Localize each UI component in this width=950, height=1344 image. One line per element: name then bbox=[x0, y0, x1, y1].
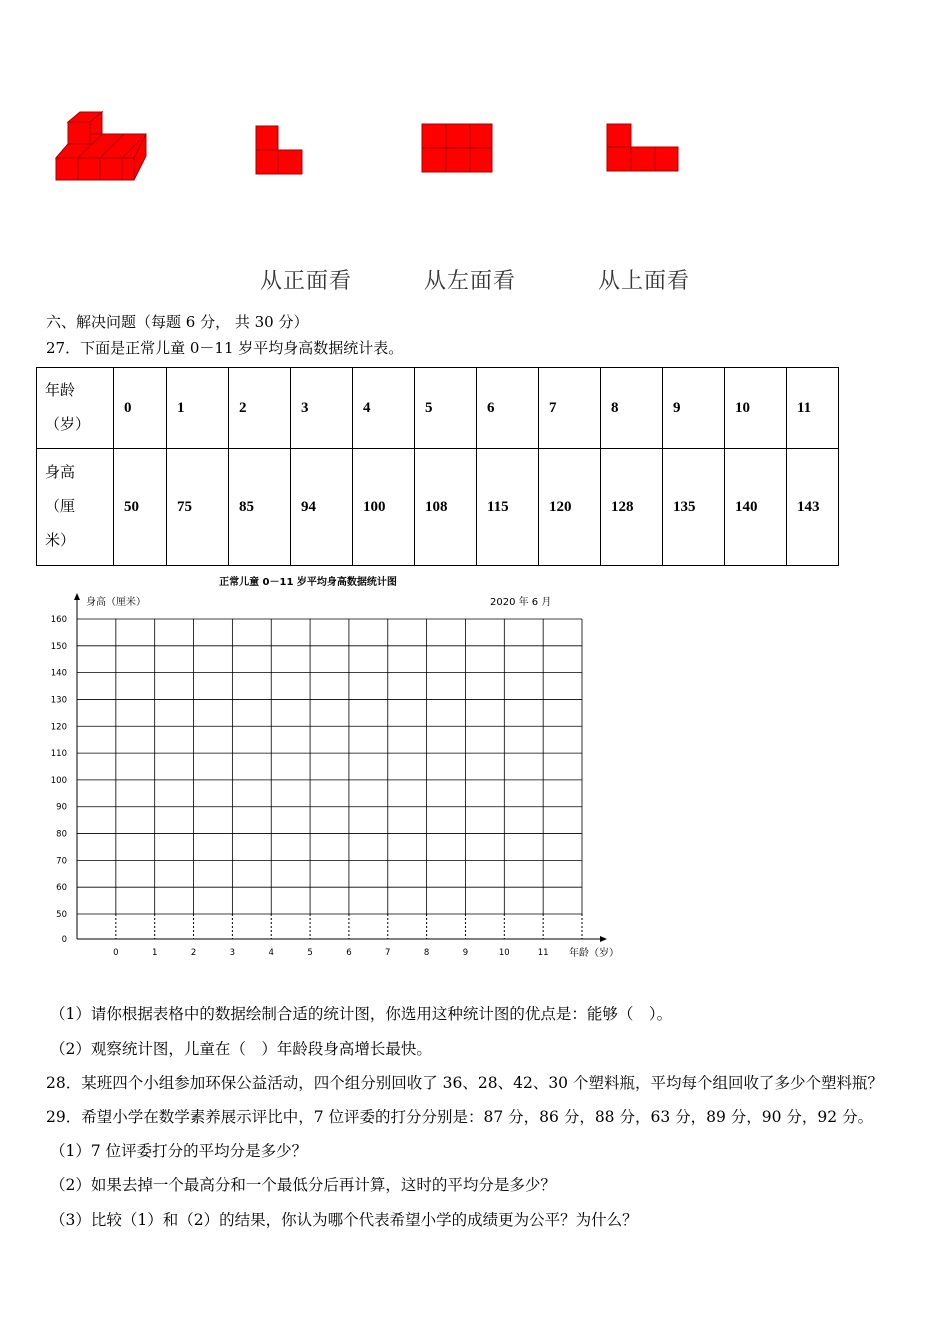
y-tick-label: 110 bbox=[50, 749, 67, 760]
x-tick-label: 0 bbox=[113, 948, 119, 958]
chart-ticks bbox=[51, 615, 549, 958]
x-tick-label: 7 bbox=[385, 948, 391, 958]
age-cell: 6 bbox=[477, 368, 539, 449]
y-tick-label: 150 bbox=[50, 641, 67, 652]
x-tick-label: 1 bbox=[151, 948, 158, 958]
height-chart bbox=[40, 570, 640, 970]
age-cell: 7 bbox=[539, 368, 601, 449]
y-tick-label: 140 bbox=[50, 668, 67, 679]
question-29-part-3: （3）比较（1）和（2）的结果，你认为哪个代表希望小学的成绩更为公平？为什么？ bbox=[50, 1211, 638, 1229]
age-cell: 0 bbox=[114, 368, 167, 449]
question-27-intro: 27．下面是正常儿童 0－11 岁平均身高数据统计表。 bbox=[46, 339, 404, 357]
chart-date: 2020 年 6 月 bbox=[490, 597, 552, 608]
height-cell: 94 bbox=[291, 449, 353, 566]
section-title: 六、解决问题（每题 6 分， 共 30 分） bbox=[46, 313, 309, 331]
height-cell: 140 bbox=[725, 449, 787, 566]
x-tick-label: 4 bbox=[268, 948, 274, 958]
y-tick-label: 120 bbox=[50, 722, 67, 733]
cube-3d-figure bbox=[56, 112, 146, 180]
y-tick-label: 70 bbox=[56, 856, 67, 867]
y-tick-label: 130 bbox=[50, 695, 67, 706]
height-row bbox=[37, 449, 839, 566]
question-27-part-1: （1）请你根据表格中的数据绘制合适的统计图，你选用这种统计图的优点是：能够（ ）。 bbox=[50, 1005, 673, 1023]
question-29-part-2: （2）如果去掉一个最高分和一个最低分后再计算，这时的平均分是多少？ bbox=[50, 1176, 556, 1194]
age-cell: 1 bbox=[167, 368, 229, 449]
height-cell: 128 bbox=[601, 449, 663, 566]
y-tick-label: 50 bbox=[56, 910, 67, 920]
question-29-part-1: （1）7 位评委打分的平均分是多少？ bbox=[50, 1142, 308, 1160]
height-header-cell bbox=[37, 449, 114, 566]
age-cell: 11 bbox=[787, 368, 839, 449]
x-tick-label: 6 bbox=[346, 948, 352, 958]
x-tick-label: 3 bbox=[229, 948, 236, 958]
age-header-line1: 年龄 bbox=[45, 383, 76, 399]
height-cell: 85 bbox=[229, 449, 291, 566]
age-cell: 2 bbox=[229, 368, 291, 449]
y-tick-label: 0 bbox=[61, 935, 67, 945]
height-data-table bbox=[36, 367, 839, 566]
left-view-label: 从左面看 bbox=[424, 269, 517, 294]
chart-grid bbox=[74, 593, 607, 942]
age-cell: 3 bbox=[291, 368, 353, 449]
cube-views-figure bbox=[40, 100, 740, 200]
y-axis-label: 身高（厘米） bbox=[86, 597, 146, 608]
age-cell: 4 bbox=[353, 368, 415, 449]
y-tick-label: 90 bbox=[56, 802, 67, 813]
x-tick-label: 11 bbox=[537, 948, 549, 958]
front-view-label: 从正面看 bbox=[260, 269, 353, 294]
y-tick-label: 100 bbox=[50, 775, 67, 786]
top-view-shape bbox=[607, 124, 678, 171]
height-cell: 120 bbox=[539, 449, 601, 566]
age-cell: 5 bbox=[415, 368, 477, 449]
x-axis-label: 年龄（岁） bbox=[569, 948, 619, 959]
y-axis-arrow bbox=[74, 593, 80, 600]
x-tick-label: 2 bbox=[190, 948, 197, 958]
height-cell: 143 bbox=[787, 449, 839, 566]
top-view-label: 从上面看 bbox=[598, 269, 691, 294]
height-cell: 135 bbox=[663, 449, 725, 566]
question-28: 28．某班四个小组参加环保公益活动，四个组分别回收了 36、28、42、30 个塑料瓶，平均每个组回收了多少个塑料瓶？ bbox=[46, 1074, 883, 1092]
x-tick-label: 5 bbox=[307, 948, 313, 958]
x-tick-label: 9 bbox=[462, 948, 469, 958]
x-axis-arrow bbox=[600, 936, 607, 942]
chart-title: 正常儿童 0－11 岁平均身高数据统计图 bbox=[219, 577, 397, 588]
age-cell: 10 bbox=[725, 368, 787, 449]
age-cell: 9 bbox=[663, 368, 725, 449]
height-cell: 75 bbox=[167, 449, 229, 566]
y-tick-label: 160 bbox=[50, 615, 67, 625]
x-tick-label: 8 bbox=[423, 948, 430, 958]
y-tick-label: 60 bbox=[56, 883, 67, 894]
front-view-shape bbox=[256, 126, 302, 174]
question-27-part-2: （2）观察统计图，儿童在（ ）年龄段身高增长最快。 bbox=[50, 1040, 432, 1058]
height-cell: 100 bbox=[353, 449, 415, 566]
height-cell: 50 bbox=[114, 449, 167, 566]
height-cell: 108 bbox=[415, 449, 477, 566]
question-29-intro: 29．希望小学在数学素养展示评比中，7 位评委的打分分别是：87 分，86 分，88 分，63 分，89 分，90 分，92 分。 bbox=[46, 1108, 874, 1126]
x-tick-label: 10 bbox=[498, 948, 510, 958]
age-cell: 8 bbox=[601, 368, 663, 449]
age-header-line2: （岁） bbox=[45, 417, 91, 433]
left-view-shape bbox=[422, 124, 492, 172]
y-tick-label: 80 bbox=[56, 829, 67, 840]
height-header-line3: 米） bbox=[45, 533, 76, 549]
age-header-cell bbox=[37, 368, 114, 449]
height-header-line2: （厘 bbox=[45, 499, 76, 515]
height-cell: 115 bbox=[477, 449, 539, 566]
age-row bbox=[37, 368, 839, 449]
height-header-line1: 身高 bbox=[45, 465, 76, 481]
